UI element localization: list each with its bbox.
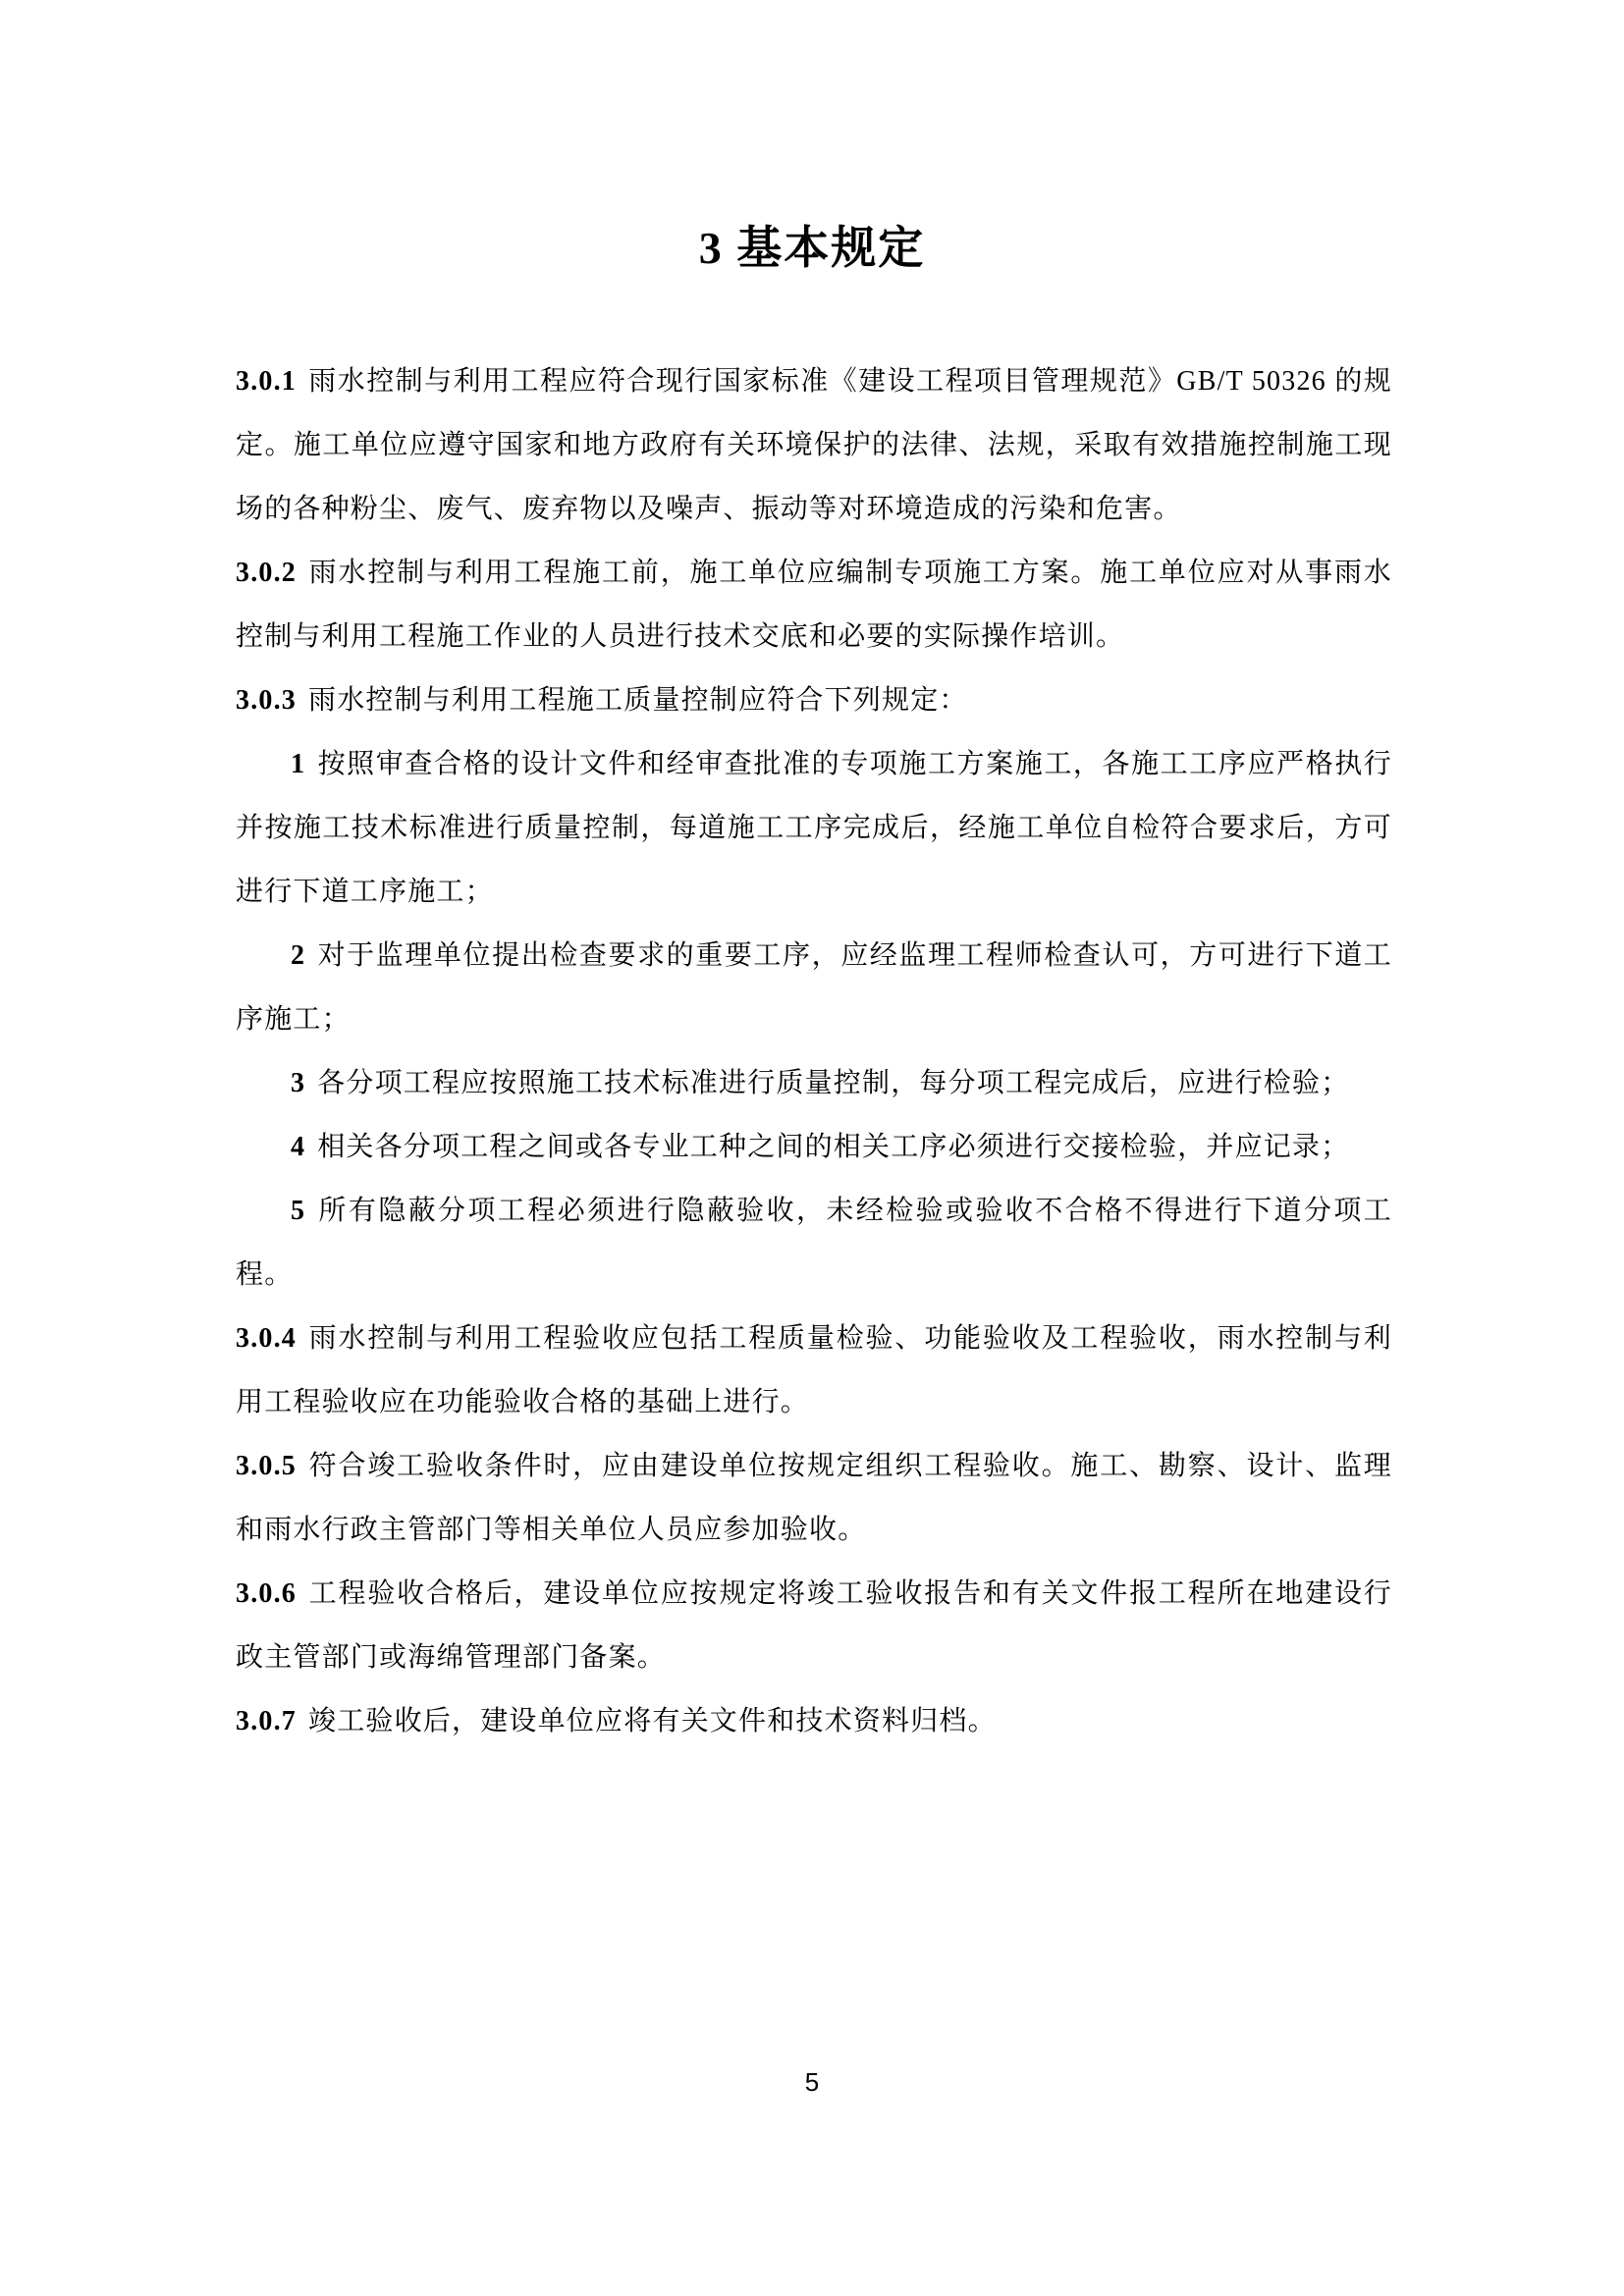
- item-text: 对于监理单位提出检查要求的重要工序，应经监理工程师检查认可，方可进行下道工序施工；: [236, 940, 1392, 1035]
- page-number: 5: [804, 2067, 820, 2097]
- clause-3-0-7: [236, 1689, 1392, 1753]
- clause-text: 雨水控制与利用工程验收应包括工程质量检验、功能验收及工程验收，雨水控制与利用工程验收应在功能验收合格的基础上进行。: [236, 1323, 1392, 1417]
- clause-text: 竣工验收后，建设单位应将有关文件和技术资料归档。: [308, 1706, 997, 1736]
- item-number: 3: [291, 1068, 306, 1098]
- item-text: 相关各分项工程之间或各专业工种之间的相关工序必须进行交接检验，并应记录；: [317, 1132, 1350, 1162]
- clause-number: 3.0.1: [236, 366, 297, 397]
- clause-text: 符合竣工验收条件时，应由建设单位按规定组织工程验收。施工、勘察、设计、监理和雨水行政主管部门等相关单位人员应参加验收。: [236, 1451, 1392, 1545]
- clause-number: 3.0.6: [236, 1578, 297, 1609]
- clause-3-0-4: [236, 1307, 1392, 1434]
- document-body: [236, 349, 1392, 1753]
- clause-number: 3.0.3: [236, 685, 297, 716]
- item-text: 所有隐蔽分项工程必须进行隐蔽验收，未经检验或验收不合格不得进行下道分项工程。: [236, 1196, 1392, 1290]
- clause-item-1: [236, 732, 1392, 924]
- clause-text: 工程验收合格后，建设单位应按规定将竣工验收报告和有关文件报工程所在地建设行政主管部门或海绵管理部门备案。: [236, 1578, 1392, 1673]
- section-title: 3 基本规定: [698, 223, 926, 273]
- clause-number: 3.0.7: [236, 1706, 297, 1736]
- item-number: 5: [291, 1196, 306, 1226]
- clause-3-0-6: [236, 1562, 1392, 1689]
- clause-number: 3.0.4: [236, 1323, 297, 1354]
- clause-3-0-3: [236, 668, 1392, 732]
- clause-item-4: [236, 1115, 1392, 1179]
- item-number: 2: [291, 940, 306, 971]
- clause-text: 雨水控制与利用工程施工前，施工单位应编制专项施工方案。施工单位应对从事雨水控制与利用工程施工作业的人员进行技术交底和必要的实际操作培训。: [236, 558, 1392, 652]
- item-number: 4: [291, 1132, 306, 1162]
- clause-number: 3.0.2: [236, 558, 297, 588]
- item-text: 按照审查合格的设计文件和经审查批准的专项施工方案施工，各施工工序应严格执行并按施工技术标准进行质量控制，每道施工工序完成后，经施工单位自检符合要求后，方可进行下道工序施工；: [236, 749, 1392, 907]
- clause-text: 雨水控制与利用工程应符合现行国家标准《建设工程项目管理规范》GB/T 50326 的规定。施工单位应遵守国家和地方政府有关环境保护的法律、法规，采取有效措施控制施工现场的各种粉尘、废气、废弃物以及噪声、振动等对环境造成的污染和危害。: [236, 366, 1392, 524]
- clause-3-0-5: [236, 1434, 1392, 1562]
- clause-text: 雨水控制与利用工程施工质量控制应符合下列规定：: [308, 685, 968, 716]
- item-text: 各分项工程应按照施工技术标准进行质量控制，每分项工程完成后，应进行检验；: [317, 1068, 1350, 1098]
- clause-3-0-1: [236, 349, 1392, 541]
- clause-3-0-2: [236, 541, 1392, 668]
- clause-number: 3.0.5: [236, 1451, 297, 1481]
- item-number: 1: [291, 749, 306, 779]
- clause-item-5: [236, 1179, 1392, 1307]
- clause-item-2: [236, 924, 1392, 1051]
- clause-item-3: [236, 1051, 1392, 1115]
